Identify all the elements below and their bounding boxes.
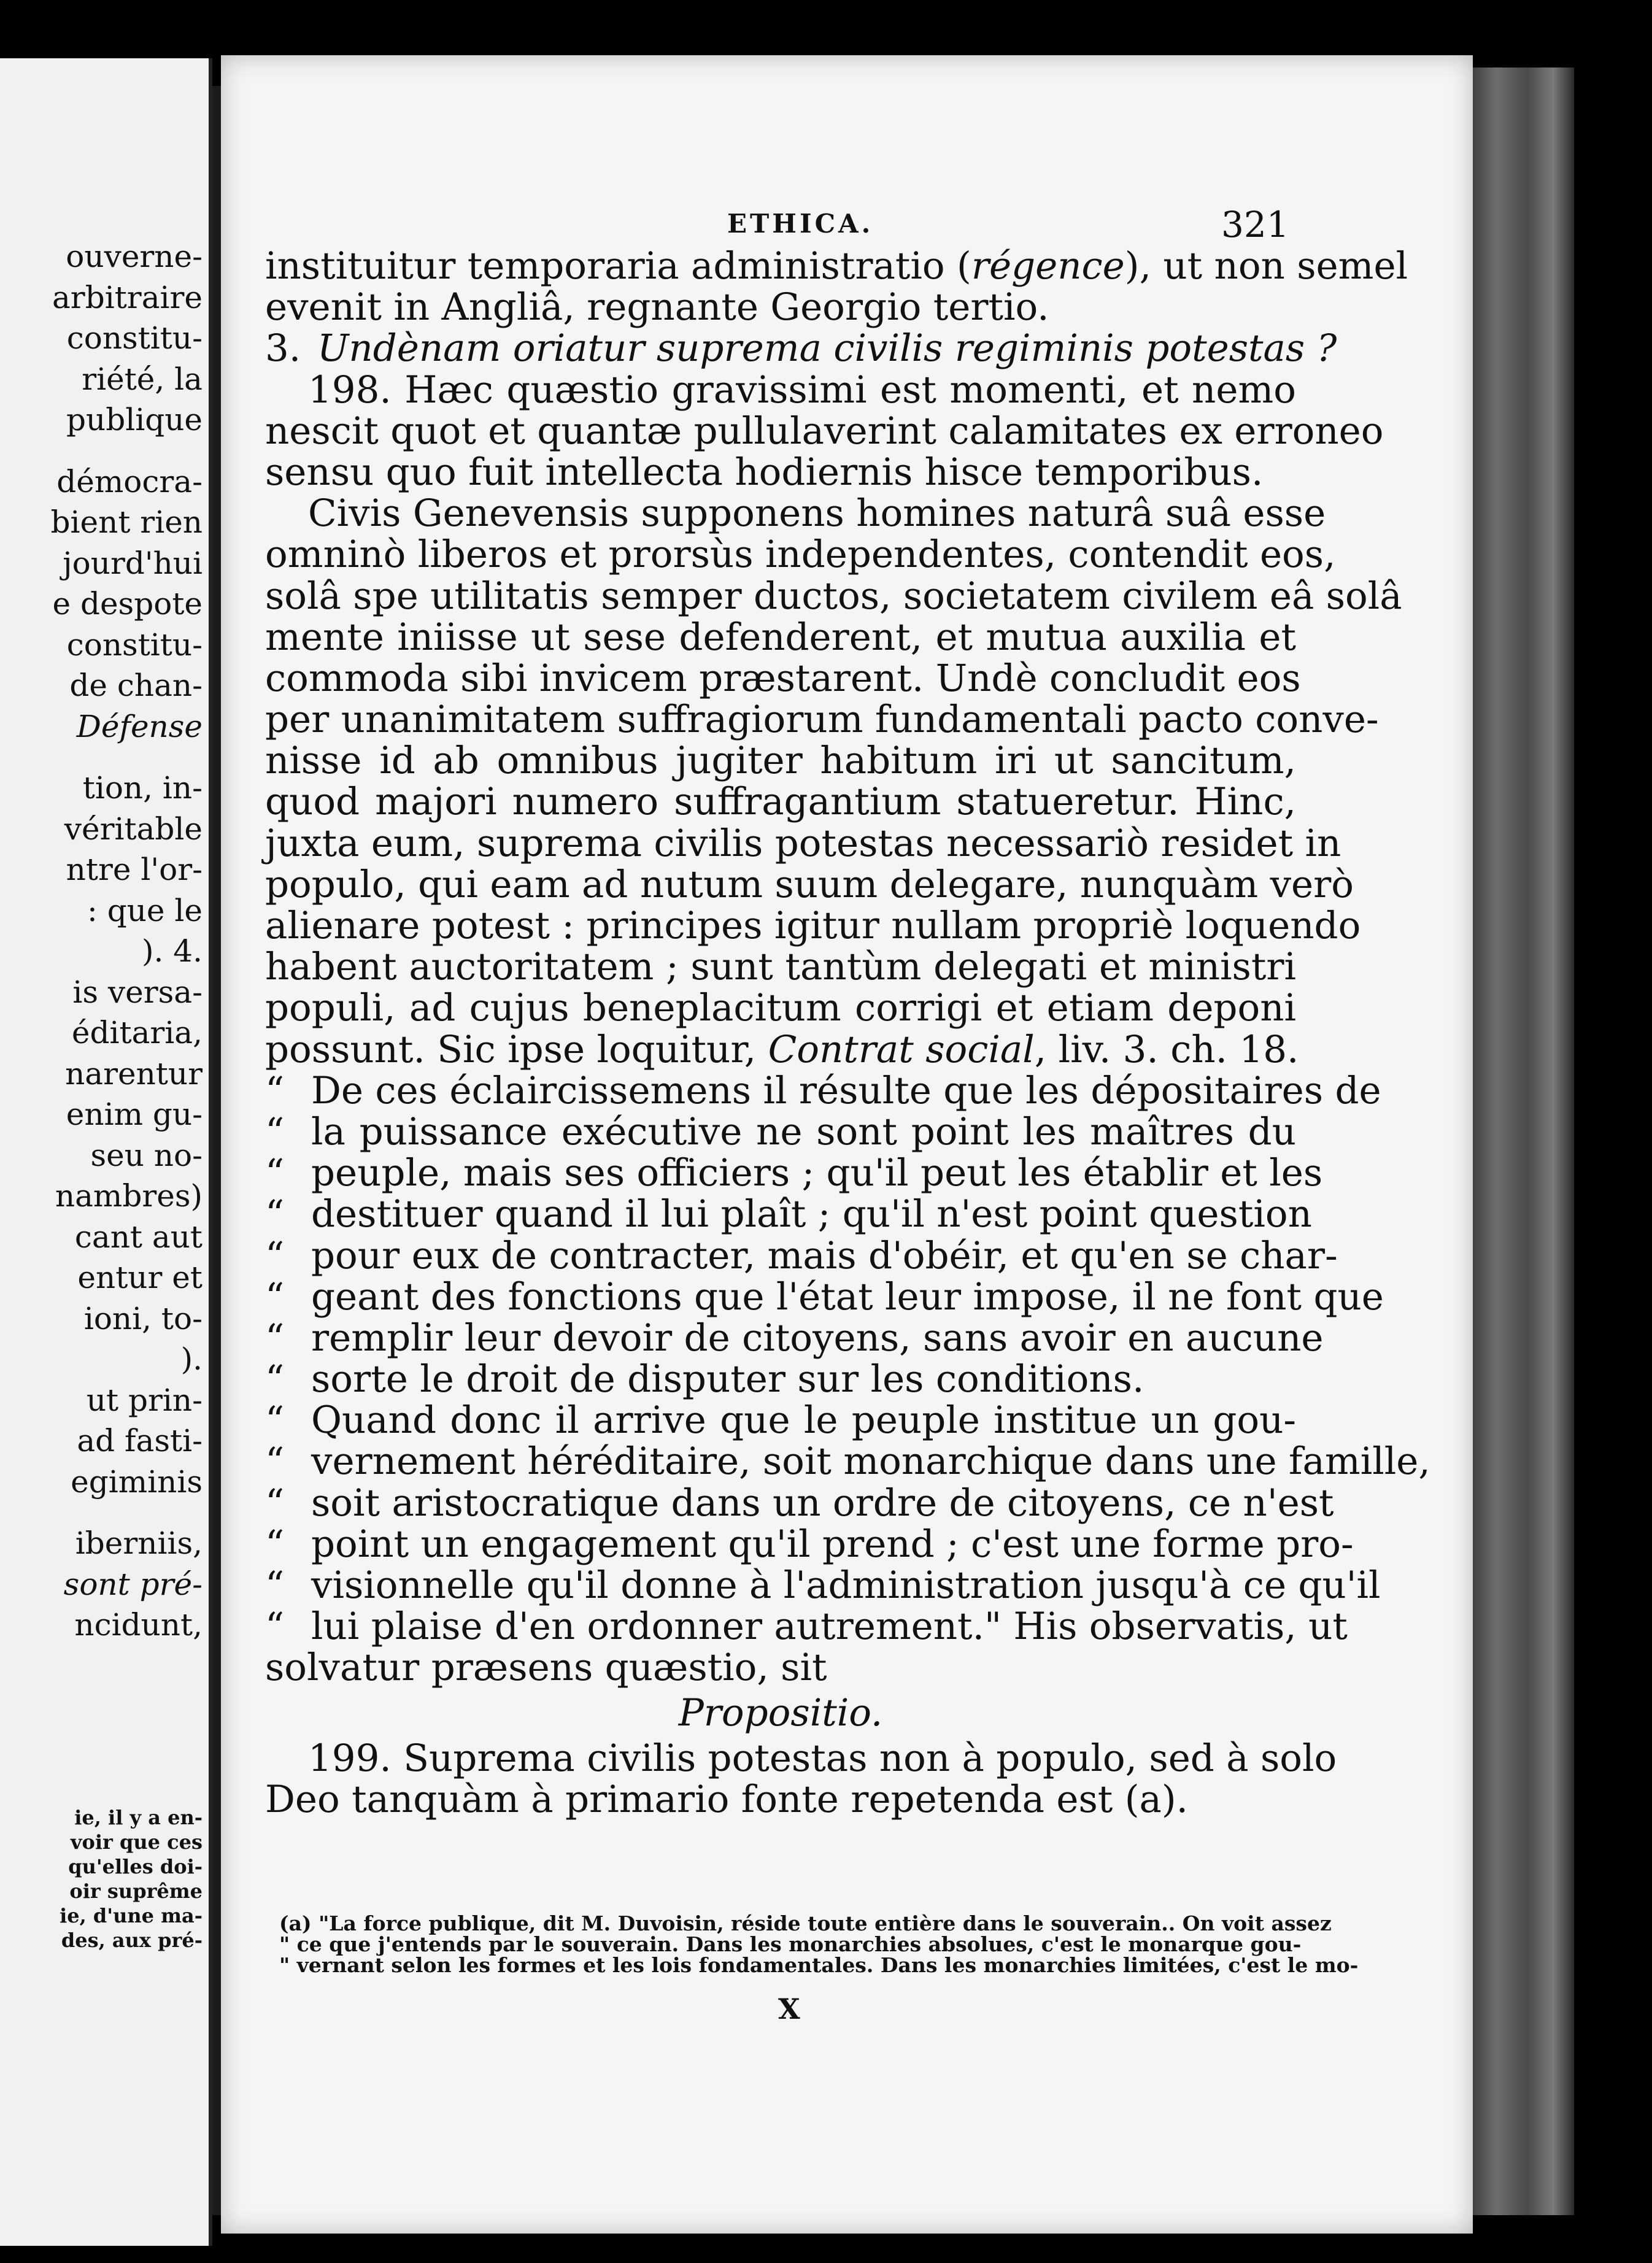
quote-text: De ces éclaircissemens il résulte que les dépositaires de <box>311 1068 1381 1112</box>
quotation-2 <box>265 1398 1430 1649</box>
paragraph-civis-line: omninò liberos et prorsùs independentes, contendit eos, <box>265 533 1336 577</box>
quote-text: visionnelle qu'il donne à l'administration jusqu'à ce qu'il <box>311 1563 1381 1607</box>
left-page-line: narentur <box>65 1055 203 1092</box>
left-page-line: ). <box>180 1341 203 1377</box>
left-page-line: tion, in- <box>82 770 203 806</box>
left-page-line: ). 4. <box>142 933 203 969</box>
left-page-line: de chan- <box>69 668 203 703</box>
text-line: instituitur temporaria administratio (régence), ut non semel <box>265 244 1408 288</box>
quote-line <box>265 1192 1312 1236</box>
footnote-line: " vernant selon les formes et les lois fondamentales. Dans les monarchies limitées, c'est le mo- <box>279 1953 1359 1977</box>
sic-post: , liv. 3. ch. 18. <box>1034 1027 1299 1071</box>
paragraph-civis-line: solâ spe utilitatis semper ductos, societatem civilem eâ solâ <box>265 574 1402 618</box>
paragraph-civis-line: Civis Genevensis supponens homines naturâ suâ esse <box>308 492 1326 536</box>
left-page-footnote-line: qu'elles doi- <box>68 1855 203 1878</box>
question-heading <box>265 326 1337 371</box>
quote-mark: “ <box>265 1563 285 1607</box>
left-page-line: seu no- <box>90 1137 203 1173</box>
quote-text: soit aristocratique dans un ordre de citoyens, ce n'est <box>311 1481 1334 1525</box>
proposition-title: Propositio. <box>678 1691 883 1735</box>
left-page-line: constitu- <box>66 626 203 663</box>
quote-line <box>265 1359 1296 1400</box>
quote-mark: “ <box>265 1357 285 1401</box>
left-page-line: sont pré- <box>63 1566 203 1602</box>
left-page-line: : que le <box>87 892 203 928</box>
left-page-line: constitu- <box>66 320 203 356</box>
footnote-line: " ce que j'entends par le souverain. Dans les monarchies absolues, c'est le monarque gou- <box>279 1932 1302 1956</box>
page-edges <box>1470 67 1574 2215</box>
paragraph-civis-line: alienare potest : principes igitur nullam propriè loquendo <box>265 904 1361 947</box>
left-page-line: ioni, to- <box>83 1300 203 1336</box>
quote-mark: “ <box>265 1522 285 1566</box>
paragraph-199-line: Deo tanquàm à primario fonte repetenda est (a). <box>265 1777 1189 1821</box>
contrat-social-title: Contrat social <box>768 1027 1035 1071</box>
paragraph-civis-line: populi, ad cujus beneplacitum corrigi et etiam deponi <box>265 986 1296 1030</box>
left-page-line: bient rien <box>50 504 203 540</box>
paragraph-198-line: 198. Hæc quæstio gravissimi est momenti, et nemo <box>308 368 1296 412</box>
left-page-line: enim gu- <box>66 1097 203 1132</box>
left-page-line: ouverne- <box>66 239 203 274</box>
quote-mark: “ <box>265 1481 285 1525</box>
quote-line <box>265 1400 1296 1441</box>
facing-page-left <box>0 58 212 2246</box>
paragraph-civis-line: mente iniisse ut sese defenderent, et mutua auxilia et <box>265 615 1296 659</box>
quote-mark: “ <box>265 1109 285 1154</box>
quote-mark: “ <box>265 1192 285 1236</box>
quote-text: point un engagement qu'il prend ; c'est une forme pro- <box>311 1522 1354 1566</box>
sic-pre: possunt. Sic ipse loquitur, <box>265 1027 757 1071</box>
left-page-line: Défense <box>76 708 203 744</box>
quotation-1 <box>265 1068 1384 1401</box>
paragraph-civis-line: commoda sibi invicem præstarent. Undè concludit eos <box>265 656 1301 700</box>
left-page-line: entur et <box>77 1260 203 1295</box>
left-page-line: nambres) <box>55 1178 203 1214</box>
paragraph-199-line: 199. Suprema civilis potestas non à populo, sed à solo <box>308 1736 1337 1780</box>
italic-regence: régence <box>971 244 1125 288</box>
quote-mark: “ <box>265 1440 285 1484</box>
quote-mark: “ <box>265 1151 285 1195</box>
paragraph-civis <box>265 492 1402 1030</box>
left-page-line: démocra- <box>56 463 203 499</box>
quote-mark: “ <box>265 1274 285 1319</box>
left-page-line: iberniis, <box>75 1525 203 1561</box>
closing-line: solvatur præsens quæstio, sit <box>265 1646 827 1690</box>
quote-line <box>265 1522 1354 1566</box>
quote-text: Quand donc il arrive que le peuple institue un gou- <box>311 1398 1296 1443</box>
paragraph-civis-line: populo, qui eam ad nutum suum delegare, nunquàm verò <box>265 862 1354 906</box>
paragraph-198-line: nescit quot et quantæ pullulaverint calamitates ex erroneo <box>265 409 1384 453</box>
left-page-line: e despote <box>52 586 203 622</box>
quote-line <box>265 1605 1348 1649</box>
paragraph-198-line: sensu quo fuit intellecta hodiernis hisce temporibus. <box>265 450 1264 494</box>
left-page-footnote-line: voir que ces <box>70 1830 203 1854</box>
quote-mark: “ <box>265 1398 285 1443</box>
paragraph-civis-line: per unanimitatem suffragiorum fundamentali pacto conve- <box>265 698 1379 742</box>
quote-text: destituer quand il lui plaît ; qu'il n'est point question <box>311 1192 1312 1236</box>
quote-text: peuple, mais ses officiers ; qu'il peut les établir et les <box>311 1151 1323 1195</box>
left-page-footnote-line: des, aux pré- <box>61 1929 203 1952</box>
quote-text: vernement héréditaire, soit monarchique dans une famille, <box>311 1440 1430 1484</box>
paragraph-civis-line: habent auctoritatem ; sunt tantùm delegati et ministri <box>265 945 1296 989</box>
left-page-line: jourd'hui <box>63 545 203 581</box>
quote-line <box>265 1151 1323 1195</box>
paragraph-civis-line: nisse id ab omnibus jugiter habitum iri ut sancitum, <box>265 739 1296 783</box>
quote-line <box>265 1481 1334 1525</box>
quote-line <box>265 1563 1381 1607</box>
running-head: ETHICA. <box>727 209 874 239</box>
quote-text: pour eux de contracter, mais d'obéir, et qu'en se char- <box>311 1233 1338 1278</box>
left-page-footnote-line: ie, il y a en- <box>74 1806 203 1829</box>
left-page-line: publique <box>66 402 203 438</box>
left-page-line: ncidunt, <box>74 1607 203 1643</box>
quote-line <box>265 1316 1324 1360</box>
footnote <box>279 1911 1359 1977</box>
footnote-line: (a) "La force publique, dit M. Duvoisin, réside toute entière dans le souverain.. On voit assez <box>279 1911 1332 1935</box>
left-page-line: éditaria, <box>71 1015 203 1051</box>
quote-line <box>265 1440 1430 1484</box>
quote-text: lui plaise d'en ordonner autrement." His observatis, ut <box>311 1605 1348 1649</box>
page-number: 321 <box>1221 204 1289 245</box>
quote-mark: “ <box>265 1233 285 1278</box>
paragraph-civis-line: juxta eum, suprema civilis potestas necessariò residet in <box>265 821 1341 865</box>
left-page-line: riété, la <box>82 361 203 397</box>
quote-line <box>265 1233 1338 1278</box>
quote-mark: “ <box>265 1316 285 1360</box>
quote-mark: “ <box>265 1605 285 1649</box>
left-page-line: cant aut <box>74 1219 203 1255</box>
signature-mark: X <box>778 1992 800 2026</box>
text-line: evenit in Angliâ, regnante Georgio tertio. <box>265 285 1049 330</box>
quote-line <box>265 1274 1384 1319</box>
paragraph-civis-line: quod majori numero suffragantium statueretur. Hinc, <box>265 780 1296 824</box>
question-number: 3. <box>265 326 301 371</box>
quote-text: geant des fonctions que l'état leur impose, il ne font que <box>311 1274 1384 1319</box>
left-page-line: ad fasti- <box>77 1423 203 1459</box>
left-page-line: is versa- <box>72 974 203 1010</box>
main-text <box>265 244 1430 1821</box>
quote-text: sorte le droit de disputer sur les conditions. <box>311 1357 1144 1401</box>
quote-text: remplir leur devoir de citoyens, sans avoir en aucune <box>311 1316 1324 1360</box>
quote-mark: “ <box>265 1068 285 1112</box>
left-page-line: egiminis <box>71 1463 203 1500</box>
quote-line <box>265 1111 1296 1152</box>
left-page-line: ntre l'or- <box>66 852 203 887</box>
left-page-footnote-line: oir suprême <box>69 1879 203 1903</box>
question-text: Undènam oriatur suprema civilis regiminis potestas ? <box>317 326 1337 371</box>
left-page-footnote-line: ie, d'une ma- <box>60 1904 203 1927</box>
quote-line <box>265 1068 1381 1112</box>
left-page-line: ut prin- <box>86 1382 203 1418</box>
sic-line <box>265 1027 1299 1071</box>
left-page-line: arbitraire <box>52 279 203 315</box>
left-page-line: véritable <box>64 811 203 847</box>
quote-text: la puissance exécutive ne sont point les maîtres du <box>311 1109 1296 1154</box>
